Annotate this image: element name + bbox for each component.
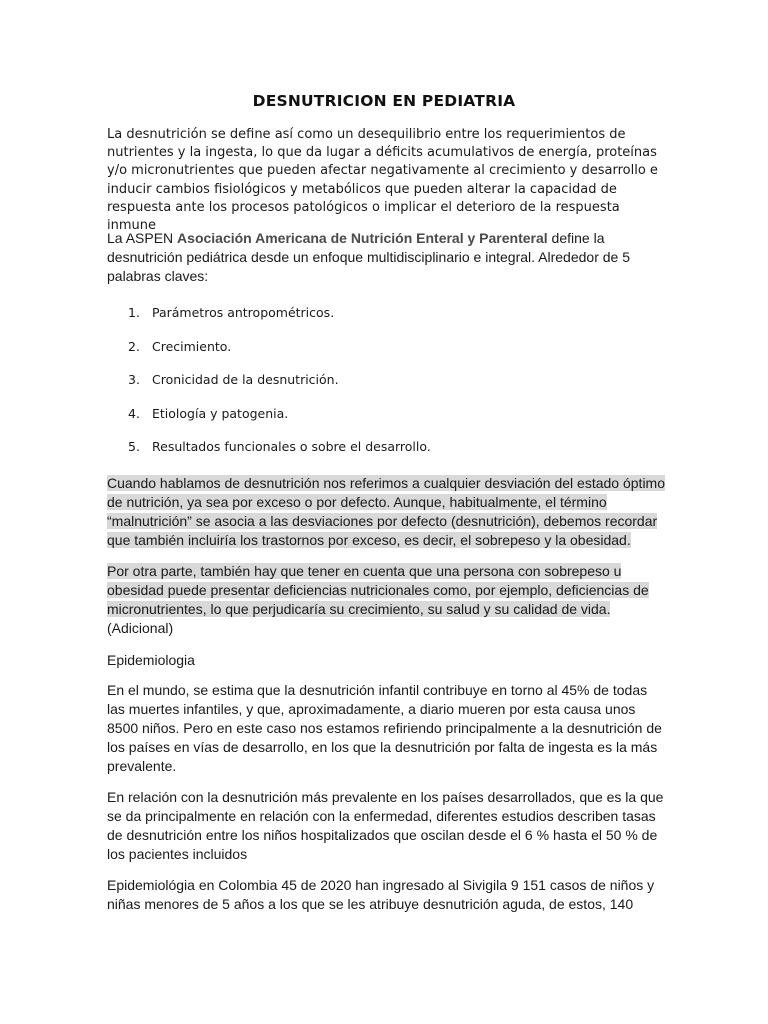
list-item [107, 303, 667, 337]
list-number: 3. [128, 372, 140, 387]
highlighted-text: Por otra parte, también hay que tener en cuenta que una persona con sobrepeso u obesidad puede presentar deficiencias nutricionales como, por ejemplo, deficiencias de micronutrientes, lo que perjudicaría su crecimiento, su salud y su calidad de vida. [107, 563, 649, 617]
highlighted-text: Cuando hablamos de desnutrición nos referimos a cualquier desviación del estado óptimo de nutrición, ya sea por exceso o por defecto. Aunque, habitualmente, el término “malnutrición” se asocia a las desviaciones por defecto (desnutrición), debemos recordar que también incluiría los trastornos por exceso, es decir, el sobrepeso y la obesidad. [107, 475, 665, 548]
intro-paragraph: La desnutrición se define así como un desequilibrio entre los requerimientos de nutrientes y la ingesta, lo que da lugar a déficits acumulativos de energía, proteínas y/o micronutrientes que pueden afectar negativamente al crecimiento y desarrollo e inducir cambios fisiológicos y metabólicos que pueden alterar la capacidad de respuesta ante los procesos patológicos o implicar el deterioro de la respuesta inmune [107, 127, 658, 234]
aspen-organization: Asociación Americana de Nutrición Enteral y Parenteral [177, 230, 548, 246]
list-item [107, 437, 667, 471]
epidemiology-colombia-paragraph: Epidemiológia en Colombia 45 de 2020 han ingresado al Sivigila 9 151 casos de niños y niñas menores de 5 años a los que se les atribuye desnutrición aguda, de estos, 140 [107, 877, 655, 912]
document-title: DESNUTRICION EN PEDIATRIA [252, 92, 516, 110]
list-text: Crecimiento. [152, 338, 232, 354]
list-number: 2. [128, 338, 140, 354]
overweight-paragraph [107, 562, 667, 638]
list-number: 1. [128, 305, 140, 320]
epidemiology-heading: Epidemiologia [107, 652, 195, 668]
list-text: Cronicidad de la desnutrición. [152, 372, 339, 387]
aspen-rest: define la desnutrición pediátrica desde un enfoque multidisciplinario e integral. Alrededor de 5 palabras claves: [107, 230, 630, 284]
list-item [107, 337, 667, 371]
list-number: 5. [128, 439, 140, 454]
epidemiology-developed-paragraph: En relación con la desnutrición más prevalente en los países desarrollados, que es la que se da principalmente en relación con la enfermedad, diferentes estudios describen tasas de desnutrición entre los niños hospitalizados que oscilan desde el 6 % hasta el 50 % de los pacientes incluidos [107, 789, 664, 862]
list-item [107, 404, 667, 438]
additional-note: (Adicional) [107, 620, 174, 636]
aspen-paragraph [107, 229, 667, 286]
malnutrition-paragraph [107, 474, 667, 550]
aspen-lead: La ASPEN [107, 230, 178, 246]
list-text: Etiología y patogenia. [152, 405, 289, 421]
list-item [107, 370, 667, 404]
list-text: Parámetros antropométricos. [152, 305, 335, 320]
keywords-list [107, 303, 667, 471]
list-text: Resultados funcionales o sobre el desarrollo. [152, 439, 431, 454]
list-number: 4. [128, 405, 140, 421]
epidemiology-world-paragraph: En el mundo, se estima que la desnutrición infantil contribuye en torno al 45% de todas las muertes infantiles, y que, aproximadamente, a diario mueren por esta causa unos 8500 niños. Pero en este caso nos estamos refiriendo principalmente a la desnutrición de los países en vías de desarrollo, en los que la desnutrición por falta de ingesta es la más prevalente. [107, 682, 662, 774]
